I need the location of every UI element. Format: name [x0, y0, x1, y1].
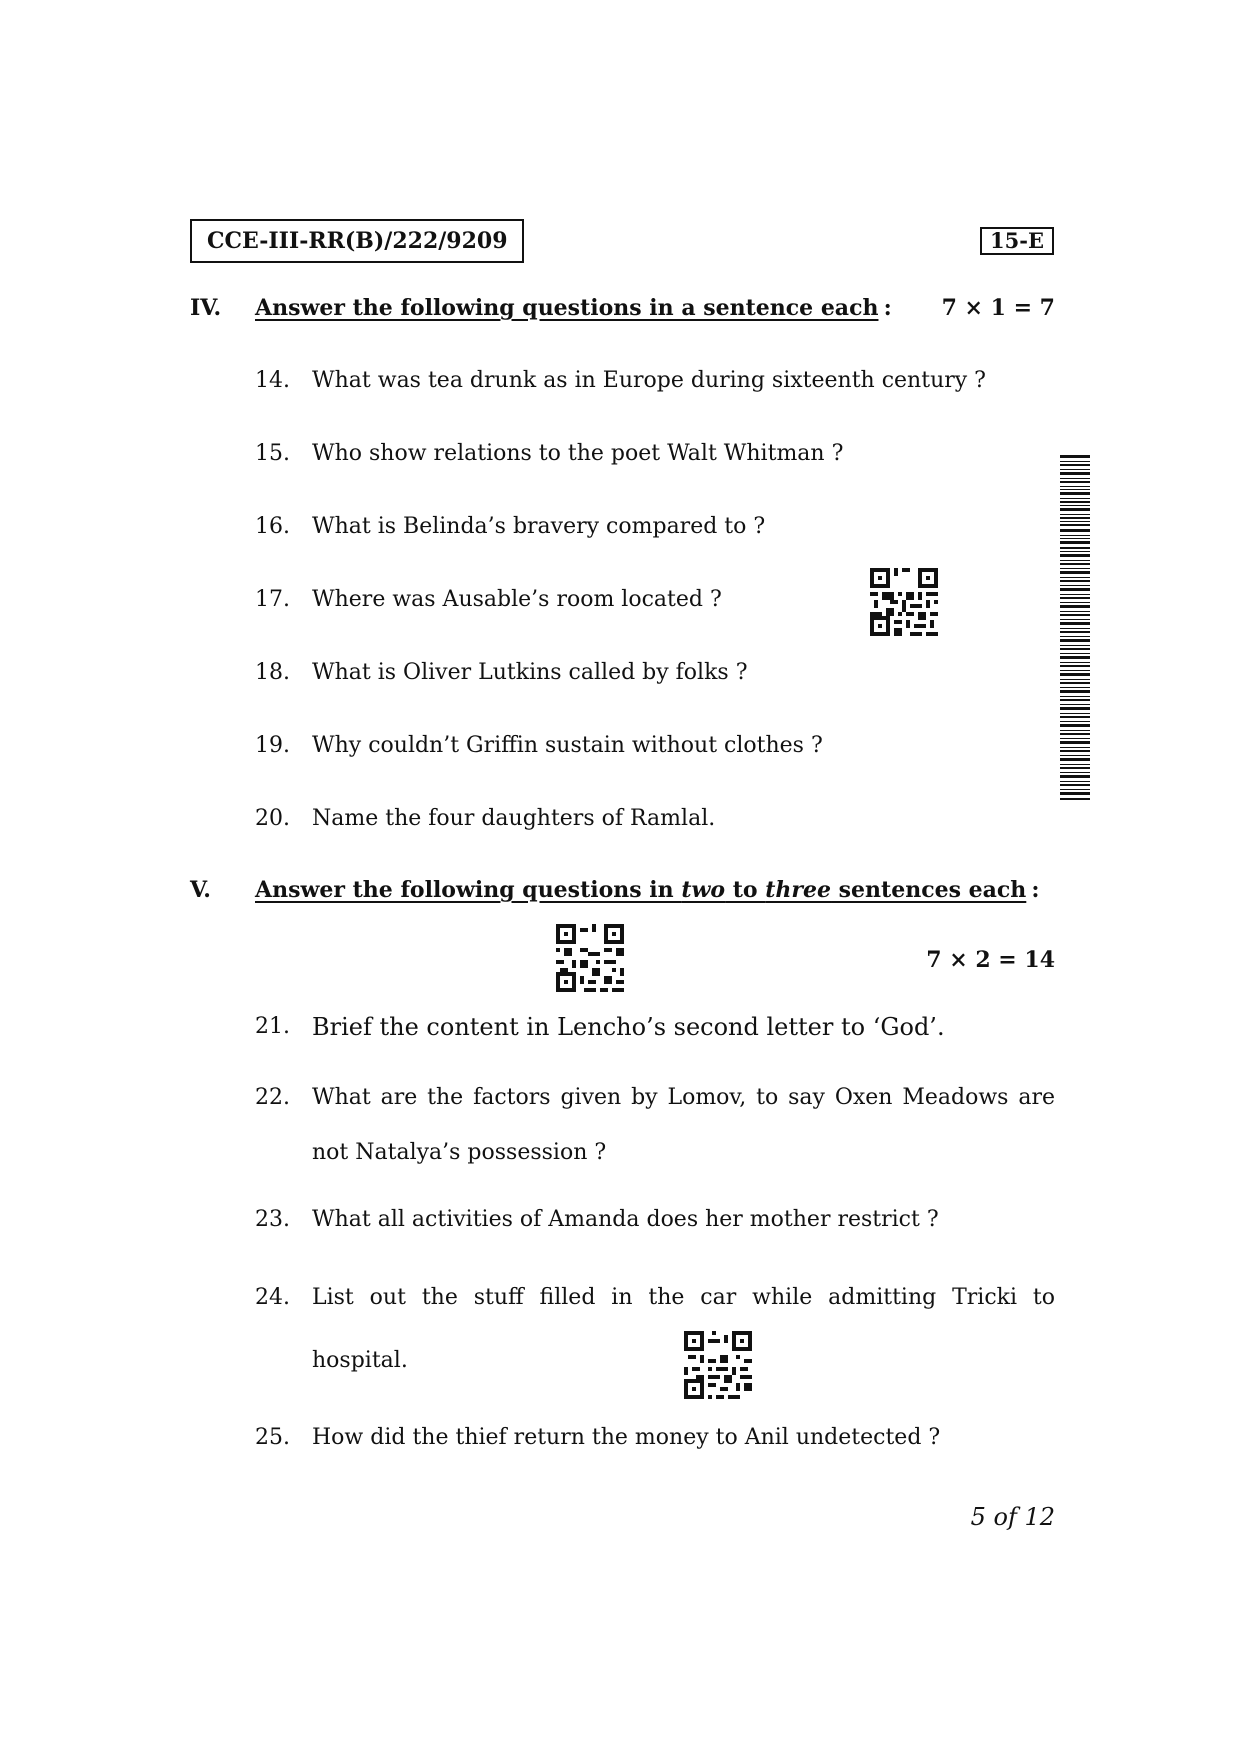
- section-v-title-end: sentences each: [831, 877, 1027, 903]
- question-text: Why couldn’t Griffin sustain without clothes ?: [312, 733, 823, 758]
- section-iv-marks: 7 × 1 = 7: [941, 295, 1055, 321]
- question-text: What was tea drunk as in Europe during sixteenth century ?: [312, 368, 986, 393]
- page-number: 5 of 12: [970, 1503, 1055, 1531]
- question-text: What is Oliver Lutkins called by folks ?: [312, 660, 748, 685]
- question-text-line1: List out the stuff filled in the car while admitting Tricki to: [312, 1285, 1055, 1310]
- section-iv-heading: [255, 295, 892, 321]
- question-text: What is Belinda’s bravery compared to ?: [312, 514, 766, 539]
- set-code: 15-E: [980, 227, 1054, 255]
- question-text: Name the four daughters of Ramlal.: [312, 806, 716, 831]
- question-text: Where was Ausable’s room located ?: [312, 587, 722, 612]
- question-number: 22.: [255, 1085, 290, 1110]
- question-text: What all activities of Amanda does her mother restrict ?: [312, 1207, 939, 1232]
- question-number: 14.: [255, 368, 290, 393]
- question-text-line1: What are the factors given by Lomov, to say Oxen Meadows are: [312, 1085, 1055, 1110]
- question-number: 19.: [255, 733, 290, 758]
- section-v-marks: 7 × 2 = 14: [926, 947, 1055, 973]
- question-text: Brief the content in Lencho’s second letter to ‘God’.: [312, 1013, 945, 1041]
- section-iv-colon: :: [883, 295, 892, 321]
- question-number: 24.: [255, 1285, 290, 1310]
- question-text-line2: hospital.: [312, 1348, 408, 1373]
- question-text-line2: not Natalya’s possession ?: [312, 1140, 607, 1165]
- section-iv-number: IV.: [190, 295, 222, 321]
- qr-code: [684, 1331, 752, 1399]
- question-number: 17.: [255, 587, 290, 612]
- paper-code: CCE-III-RR(B)/222/9209: [190, 219, 524, 263]
- question-number: 15.: [255, 441, 290, 466]
- section-v-colon: :: [1031, 877, 1040, 903]
- question-number: 18.: [255, 660, 290, 685]
- section-v-heading: [255, 877, 1040, 903]
- question-number: 16.: [255, 514, 290, 539]
- question-text: Who show relations to the poet Walt Whitman ?: [312, 441, 844, 466]
- section-v-title-em1: two: [681, 877, 726, 903]
- question-text: How did the thief return the money to Anil undetected ?: [312, 1425, 941, 1450]
- qr-code: [870, 568, 938, 636]
- section-v-title-start: Answer the following questions in: [255, 877, 682, 903]
- question-number: 25.: [255, 1425, 290, 1450]
- question-number: 20.: [255, 806, 290, 831]
- section-iv-title: Answer the following questions in a sentence each: [255, 295, 879, 321]
- qr-code: [556, 924, 624, 992]
- barcode: [1060, 455, 1090, 800]
- section-v-title-mid: to: [725, 877, 766, 903]
- question-number: 21.: [255, 1014, 290, 1039]
- section-v-title-em2: three: [765, 877, 832, 903]
- section-v-title: [255, 877, 1026, 903]
- question-number: 23.: [255, 1207, 290, 1232]
- section-v-number: V.: [190, 877, 211, 903]
